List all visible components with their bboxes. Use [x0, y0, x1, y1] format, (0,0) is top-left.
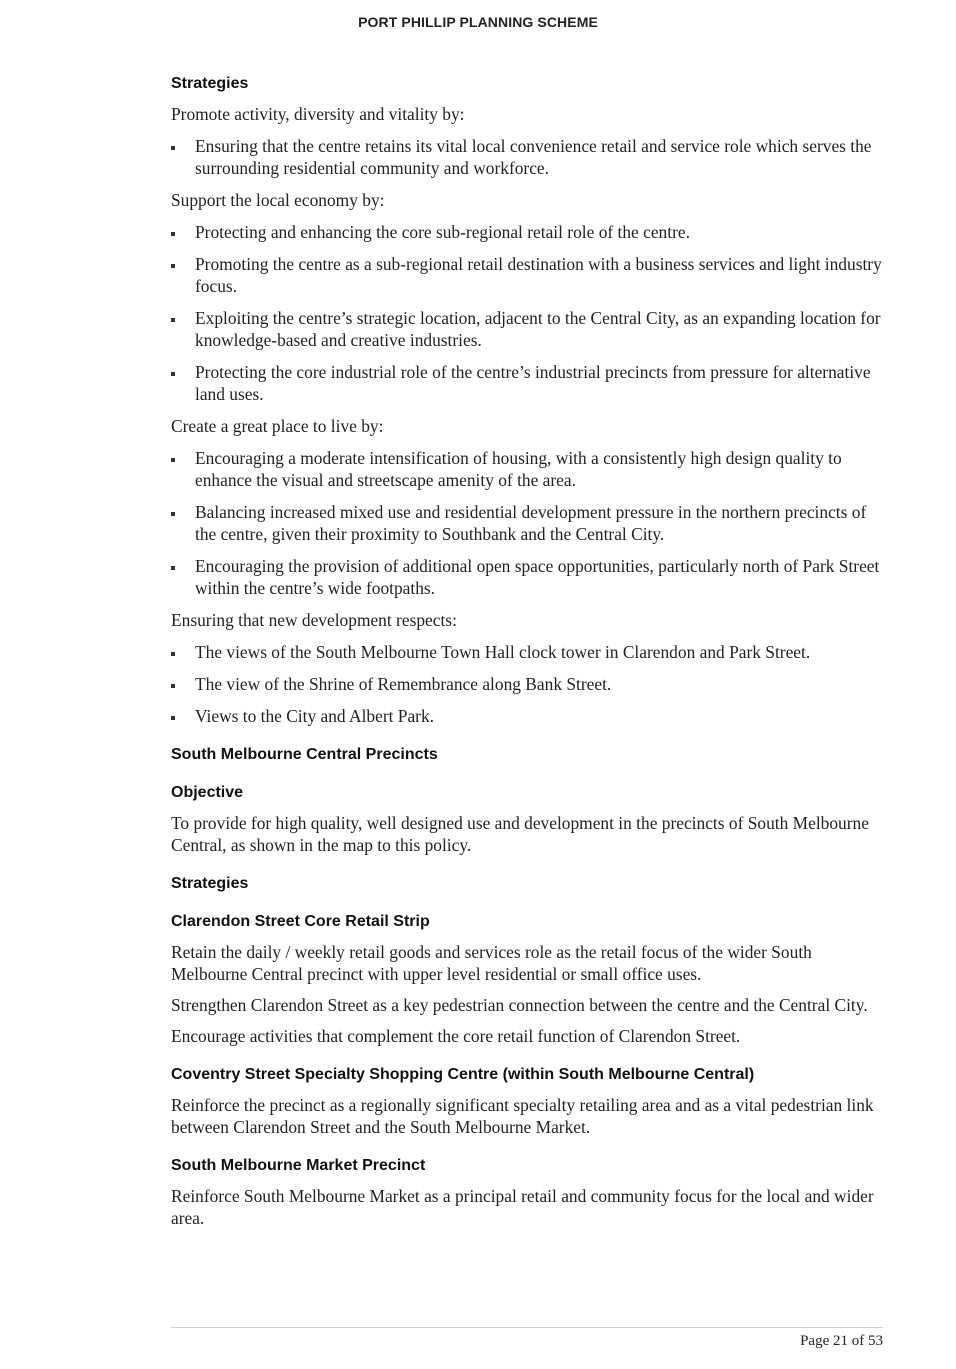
bullet-list-activity [171, 135, 883, 179]
heading-objective: Objective [171, 784, 244, 801]
document-header: PORT PHILLIP PLANNING SCHEME [358, 14, 598, 30]
bullet-icon [171, 652, 175, 656]
paragraph-reinforce-precinct: Reinforce the precinct as a regionally significant specialty retailing area and as a vital pedestrian link between Clarendon Street and the South Melbourne Market. [171, 1095, 874, 1137]
document-body [171, 72, 883, 1229]
paragraph-reinforce-market: Reinforce South Melbourne Market as a principal retail and community focus for the local and wider area. [171, 1186, 874, 1228]
heading-central-precincts: South Melbourne Central Precincts [171, 746, 438, 763]
heading-strategies-2: Strategies [171, 875, 249, 892]
heading-coventry-street: Coventry Street Specialty Shopping Centre (within South Melbourne Central) [171, 1066, 755, 1083]
bullet-icon [171, 146, 175, 150]
paragraph-great-place: Create a great place to live by: [171, 416, 384, 436]
bullet-icon [171, 318, 175, 322]
paragraph-promote-activity: Promote activity, diversity and vitality by: [171, 104, 465, 124]
bullet-list-views [171, 641, 883, 727]
paragraph-encourage-activities: Encourage activities that complement the core retail function of Clarendon Street. [171, 1026, 741, 1046]
bullet-list-economy [171, 221, 883, 405]
bullet-list-living [171, 447, 883, 599]
page-number: Page 21 of 53 [800, 1333, 883, 1349]
paragraph-development-respects: Ensuring that new development respects: [171, 610, 457, 630]
bullet-icon [171, 372, 175, 376]
paragraph-retain-retail: Retain the daily / weekly retail goods and services role as the retail focus of the wider South Melbourne Central precinct with upper level residential or small office uses. [171, 942, 812, 984]
list-item: The views of the South Melbourne Town Hall clock tower in Clarendon and Park Street. [171, 641, 883, 663]
bullet-icon [171, 512, 175, 516]
list-item: Views to the City and Albert Park. [171, 705, 883, 727]
paragraph-support-economy: Support the local economy by: [171, 190, 385, 210]
list-item: Encouraging the provision of additional open space opportunities, particularly north of Park Street within the centre’s wide footpaths. [171, 555, 883, 599]
list-item: Exploiting the centre’s strategic location, adjacent to the Central City, as an expanding location for knowledge-based and creative industries. [171, 307, 883, 351]
heading-market-precinct: South Melbourne Market Precinct [171, 1157, 426, 1174]
bullet-icon [171, 458, 175, 462]
list-item: The view of the Shrine of Remembrance along Bank Street. [171, 673, 883, 695]
list-item: Ensuring that the centre retains its vital local convenience retail and service role which serves the surrounding residential community and workforce. [171, 135, 883, 179]
footer-divider [171, 1327, 883, 1328]
heading-clarendon-street: Clarendon Street Core Retail Strip [171, 913, 430, 930]
bullet-icon [171, 566, 175, 570]
paragraph-objective: To provide for high quality, well designed use and development in the precincts of South Melbourne Central, as shown in the map to this policy. [171, 813, 869, 855]
list-item: Encouraging a moderate intensification of housing, with a consistently high design quality to enhance the visual and streetscape amenity of the area. [171, 447, 883, 491]
list-item: Protecting the core industrial role of the centre’s industrial precincts from pressure for alternative land uses. [171, 361, 883, 405]
paragraph-strengthen-clarendon: Strengthen Clarendon Street as a key pedestrian connection between the centre and the Central City. [171, 995, 868, 1015]
bullet-icon [171, 232, 175, 236]
heading-strategies: Strategies [171, 75, 249, 92]
bullet-icon [171, 716, 175, 720]
bullet-icon [171, 684, 175, 688]
list-item: Protecting and enhancing the core sub-regional retail role of the centre. [171, 221, 883, 243]
list-item: Balancing increased mixed use and residential development pressure in the northern precincts of the centre, given their proximity to Southbank and the Central City. [171, 501, 883, 545]
list-item: Promoting the centre as a sub-regional retail destination with a business services and light industry focus. [171, 253, 883, 297]
bullet-icon [171, 264, 175, 268]
